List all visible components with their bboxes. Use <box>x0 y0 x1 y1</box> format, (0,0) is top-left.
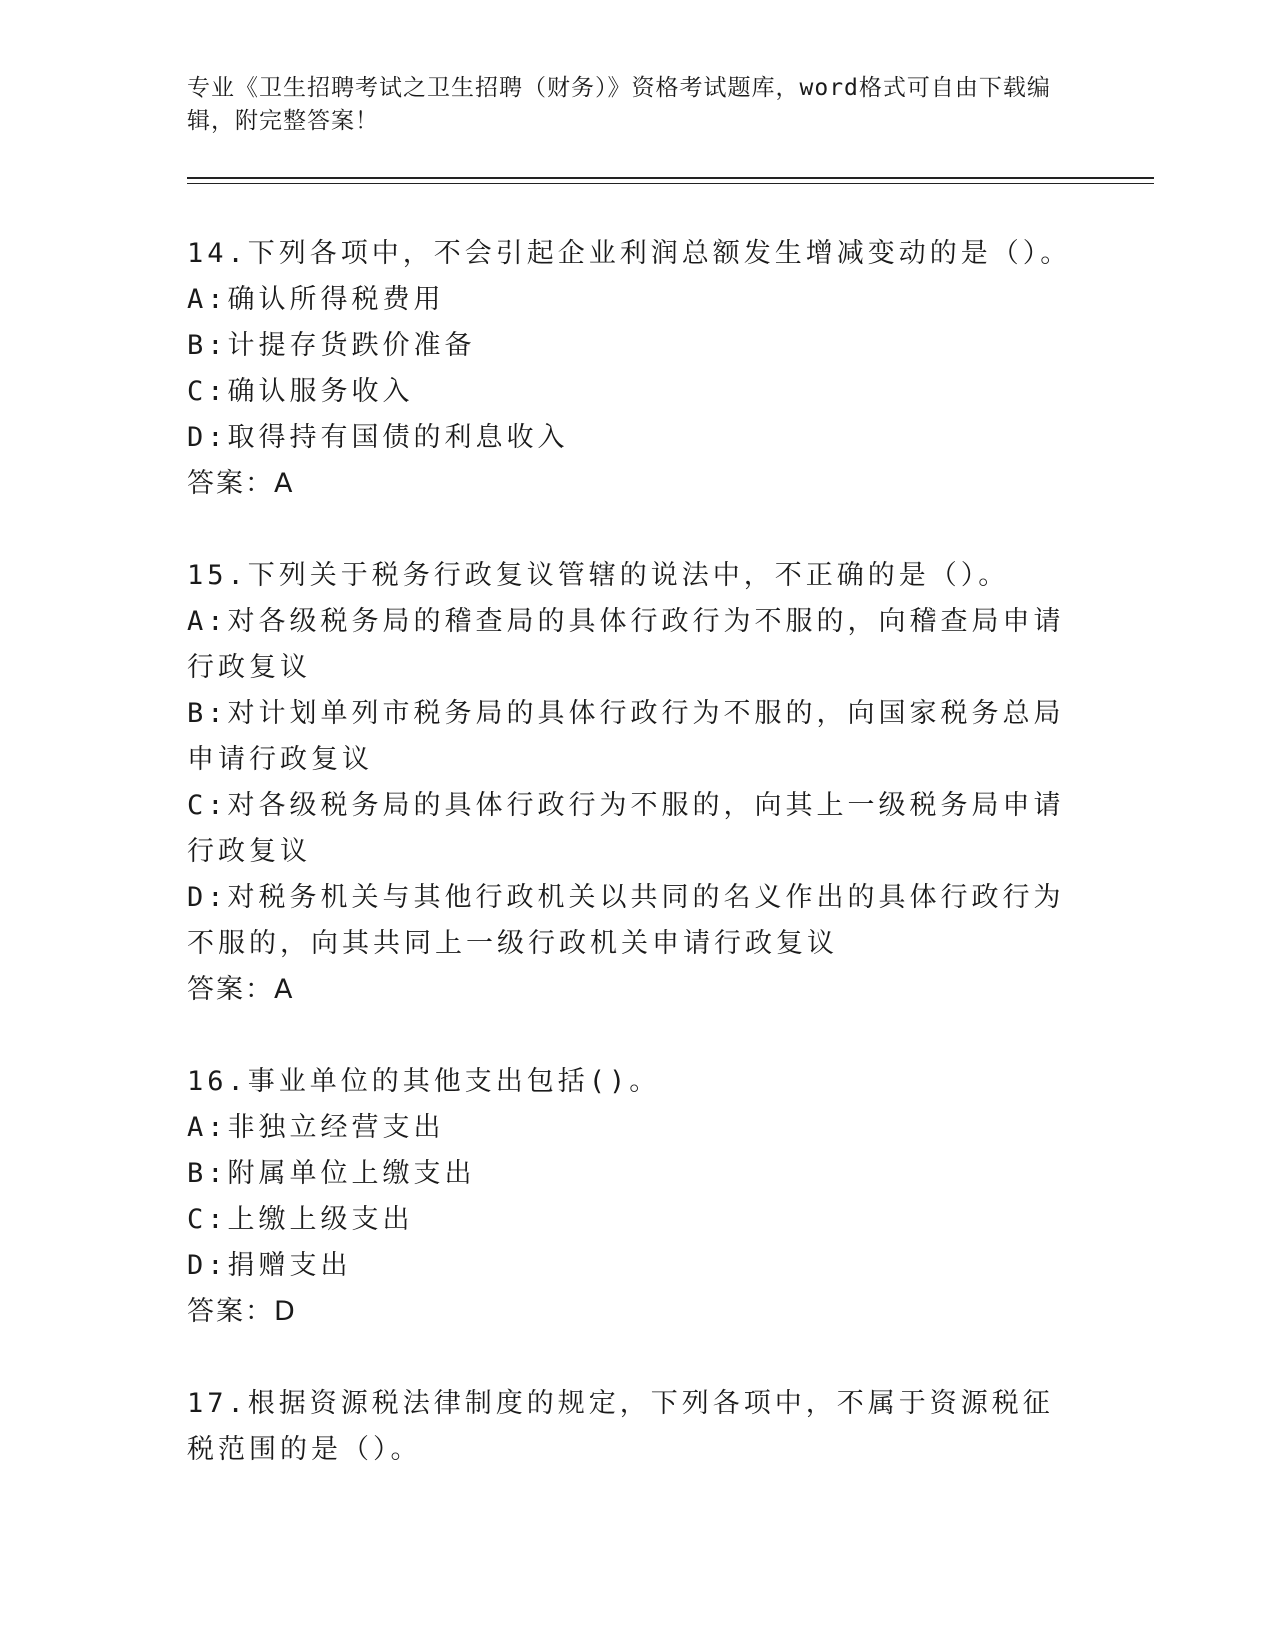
question-block <box>187 1381 1082 1473</box>
option-c: C:上缴上级支出 <box>187 1204 414 1235</box>
option-d: D:取得持有国债的利息收入 <box>187 422 569 453</box>
question-block <box>187 231 1082 507</box>
option-a: A:对各级税务局的稽查局的具体行政行为不服的，向稽查局申请行政复议 <box>187 606 1065 683</box>
option-b: B:对计划单列市税务局的具体行政行为不服的，向国家税务总局申请行政复议 <box>187 698 1065 775</box>
question-stem: 17.根据资源税法律制度的规定，下列各项中，不属于资源税征税范围的是（）。 <box>187 1388 1054 1465</box>
option-d: D:对税务机关与其他行政机关以共同的名义作出的具体行政行为不服的，向其共同上一级行政机关申请行政复议 <box>187 882 1065 959</box>
question-block <box>187 553 1082 1013</box>
option-c: C:对各级税务局的具体行政行为不服的，向其上一级税务局申请行政复议 <box>187 790 1065 867</box>
option-b: B:附属单位上缴支出 <box>187 1158 476 1189</box>
option-c: C:确认服务收入 <box>187 376 414 407</box>
option-a: A:确认所得税费用 <box>187 284 445 315</box>
answer-label: 答案：A <box>187 468 295 499</box>
question-block <box>187 1059 1082 1335</box>
option-d: D:捐赠支出 <box>187 1250 352 1281</box>
option-a: A:非独立经营支出 <box>187 1112 445 1143</box>
question-stem: 16.事业单位的其他支出包括()。 <box>187 1066 661 1097</box>
answer-label: 答案：A <box>187 974 295 1005</box>
question-stem: 15.下列关于税务行政复议管辖的说法中，不正确的是（）。 <box>187 560 1010 591</box>
header-divider-thin <box>187 183 1154 184</box>
answer-label: 答案：D <box>187 1296 297 1327</box>
question-list <box>187 231 1082 1519</box>
header-divider-thick <box>187 177 1154 179</box>
document-header: 专业《卫生招聘考试之卫生招聘（财务）》资格考试题库，word格式可自由下载编辑，附完整答案！ <box>187 75 1051 134</box>
option-b: B:计提存货跌价准备 <box>187 330 476 361</box>
question-stem: 14.下列各项中，不会引起企业利润总额发生增减变动的是（）。 <box>187 238 1072 269</box>
